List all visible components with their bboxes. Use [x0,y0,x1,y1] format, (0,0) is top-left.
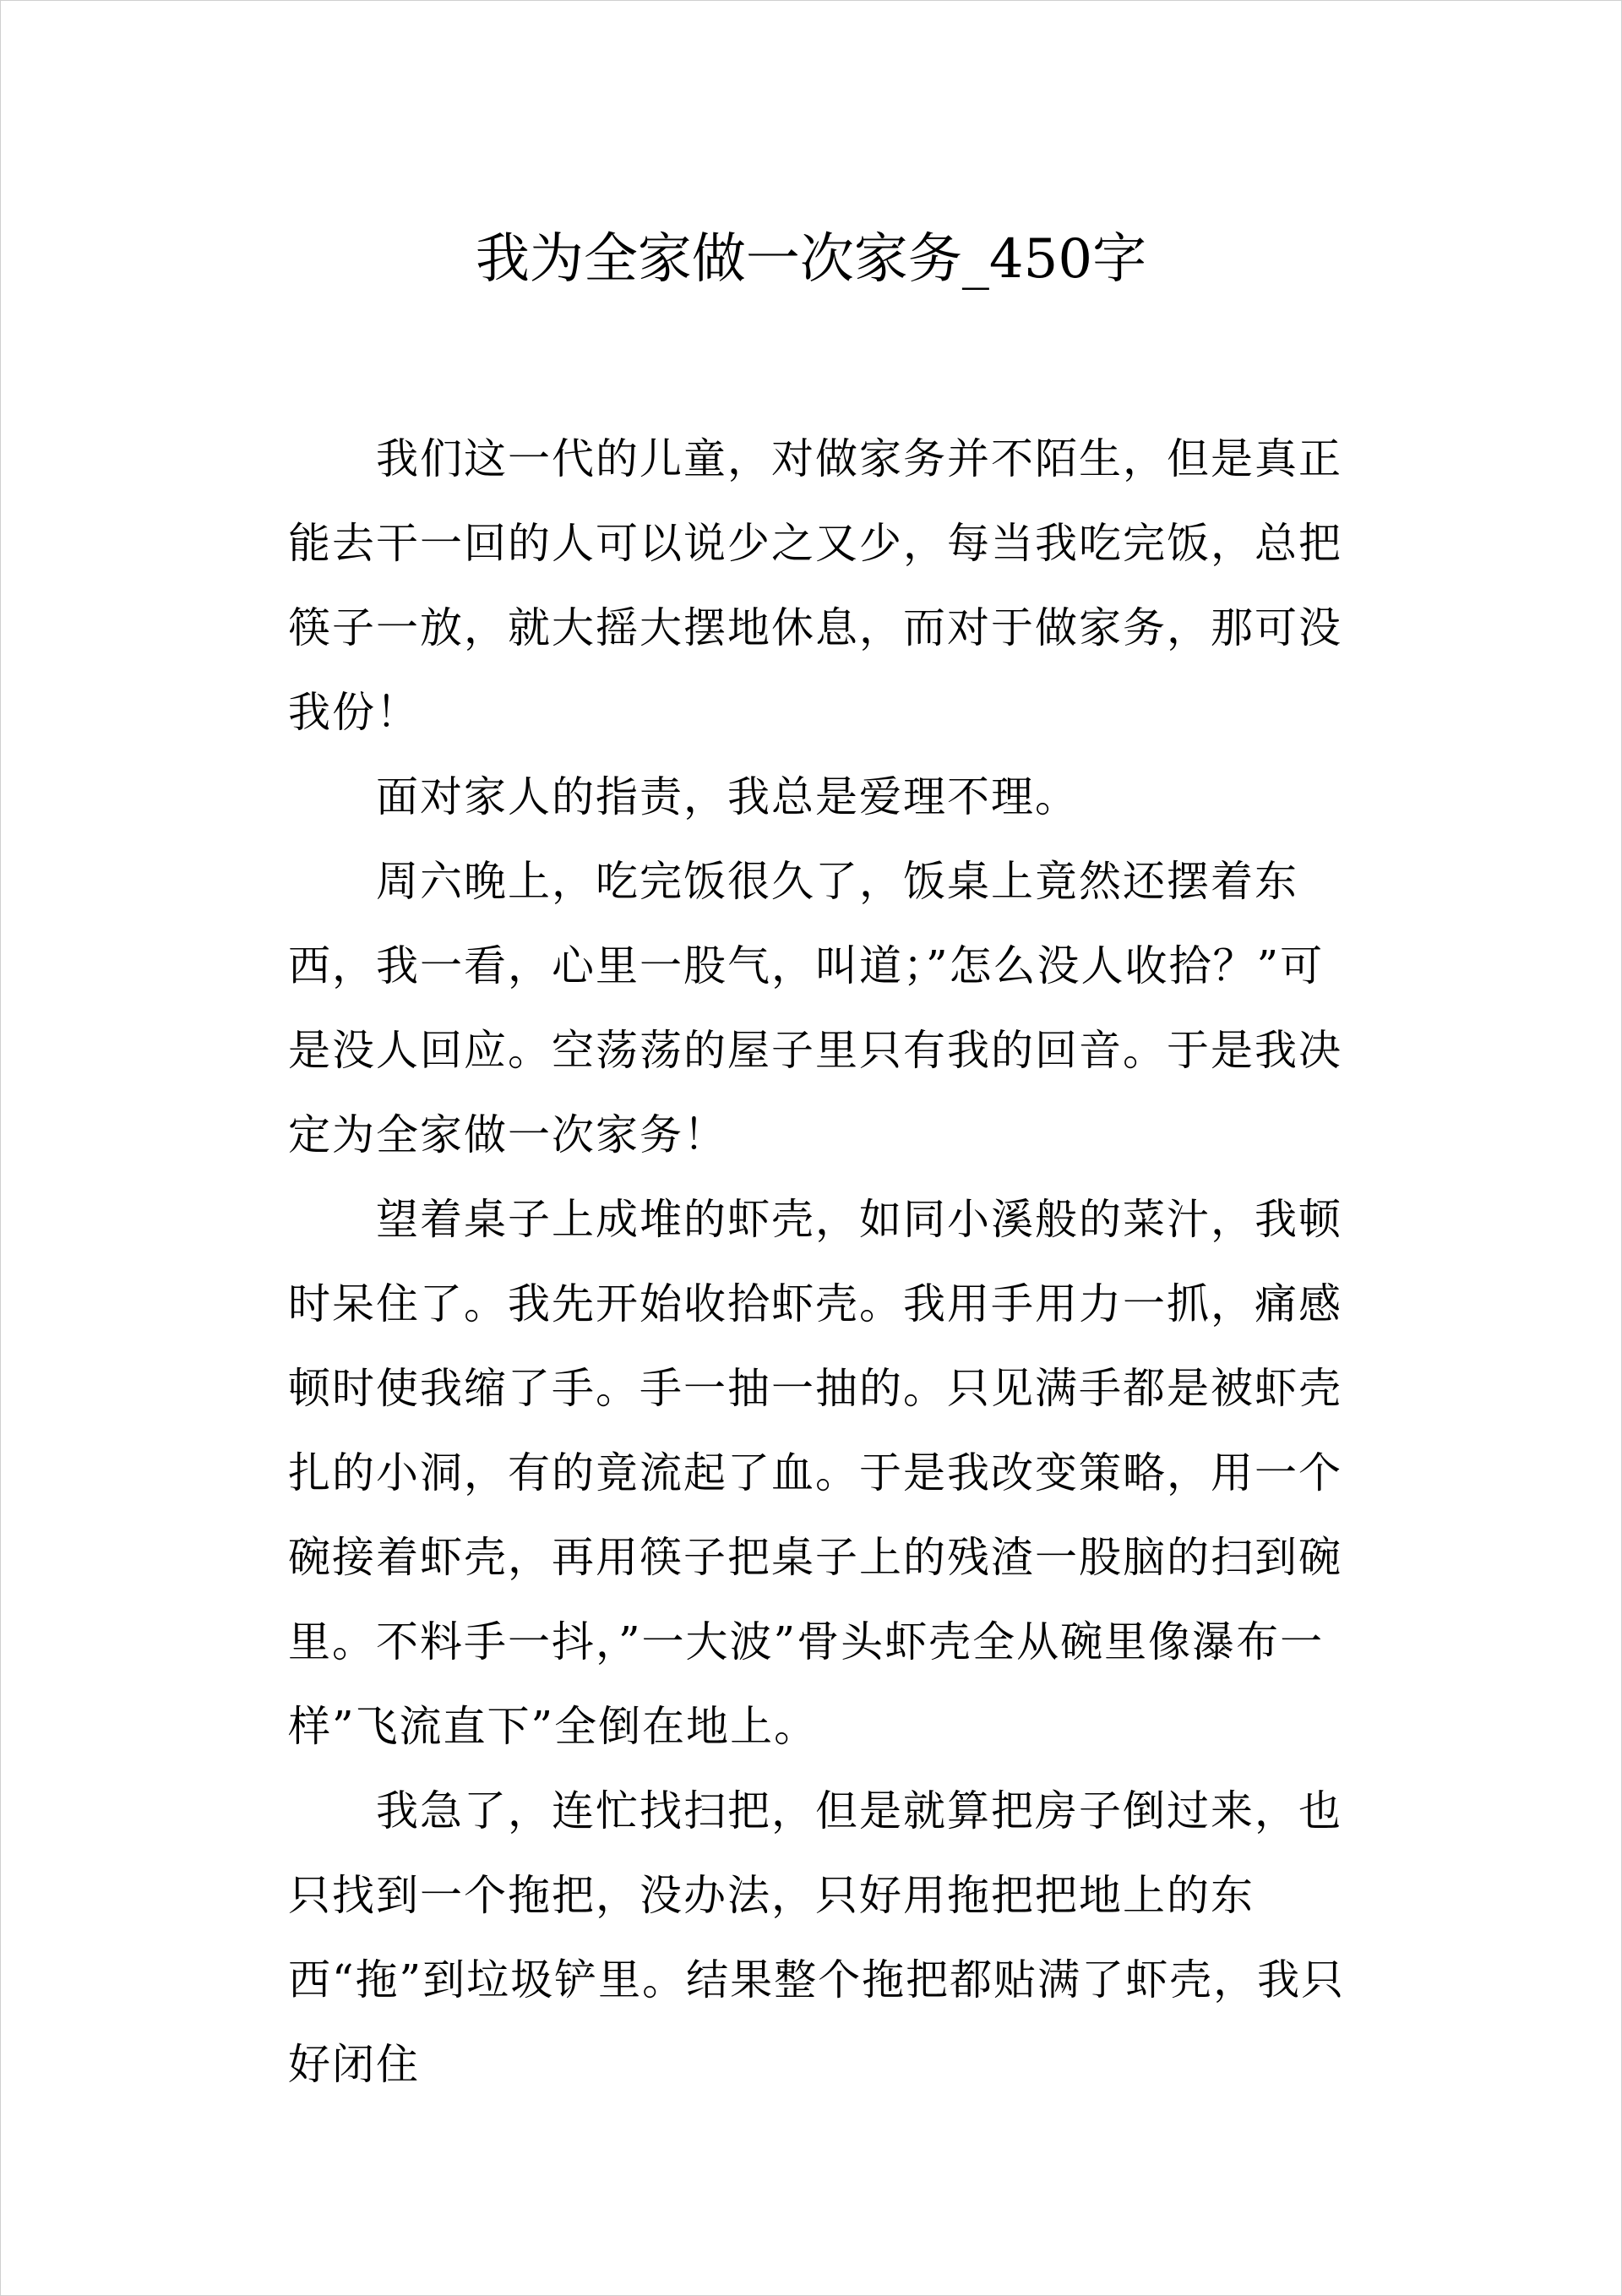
document-body [288,417,1353,2107]
document-title: 我为全家做一次家务_450字 [475,228,1147,291]
paragraph: 周六晚上，吃完饭很久了，饭桌上竟然还摆着东西，我一看，心里一股气，叫道；”怎么没人收拾？”可是没人回应。空荡荡的屋子里只有我的回音。于是我决定为全家做一次家务！ [288,857,1342,1159]
paragraph: 望着桌子上成堆的虾壳，如同小溪般的菜汁，我顿时呆住了。我先开始收拾虾壳。我用手用力一抓，痛感顿时使我缩了手。手一抽一抽的。只见满手都是被虾壳扎的小洞，有的竟流起了血。于是我改变策略，用一个碗接着虾壳，再用筷子把桌子上的残渣一股脑的扫到碗里。不料手一抖，”一大波”骨头虾壳全从碗里像瀑布一样”飞流直下”全倒在地上。 [288,1195,1342,1751]
paragraph: 我急了，连忙找扫把，但是就算把房子倒过来，也只找到一个拖把，没办法，只好用拖把把地上的东西“拖”到垃圾铲里。结果整个拖把都贴满了虾壳，我只好闭住 [288,1786,1346,2089]
paragraph: 我们这一代的儿童，对做家务并不陌生，但是真正能去干一回的人可以说少之又少，每当我吃完饭，总把筷子一放，就大摇大摆地休息，而对于做家务，那可没我份！ [288,434,1342,737]
paragraph: 面对家人的指责，我总是爱理不理。 [376,772,1079,821]
